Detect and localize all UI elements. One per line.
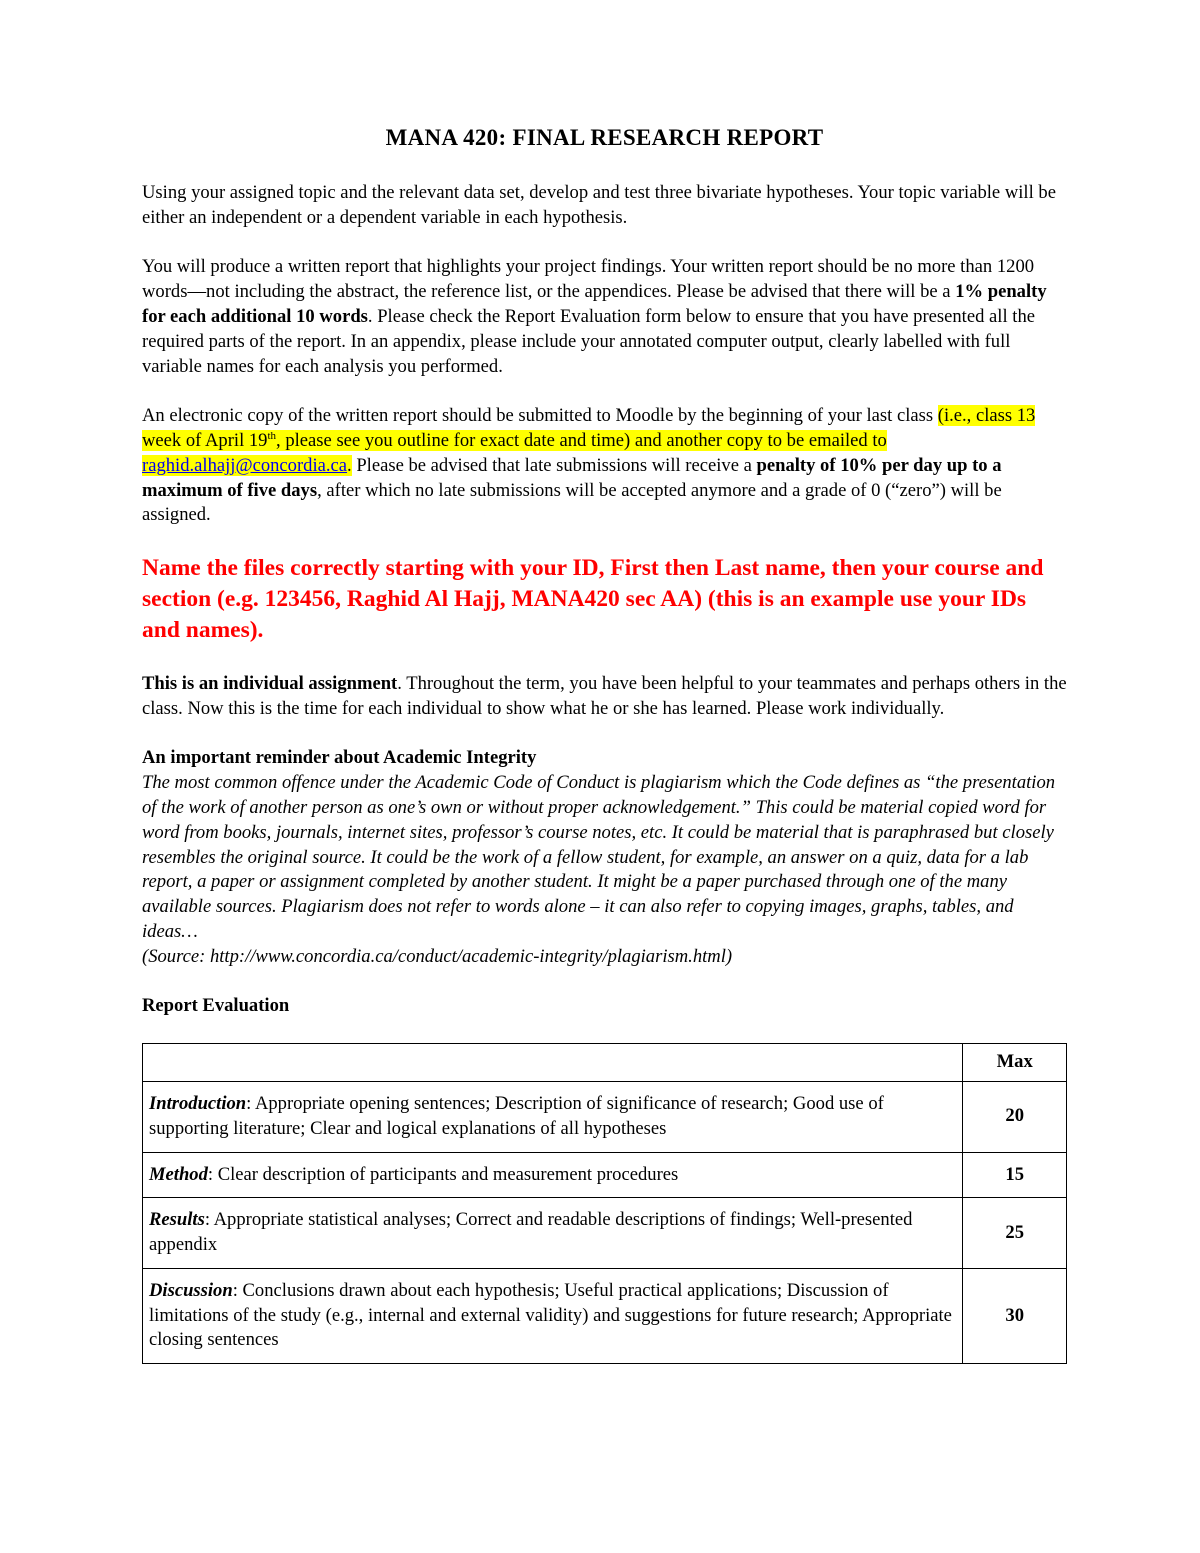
criterion-name: Introduction bbox=[149, 1092, 247, 1114]
file-naming-notice: Name the files correctly starting with your ID, First then Last name, then your course and section (e.g. 123456, Raghid Al Hajj, MANA420 sec AA) (this is an example use your IDs and names). bbox=[142, 554, 1044, 643]
criterion-description: Appropriate statistical analyses; Correct and readable descriptions of findings; Well-presented appendix bbox=[149, 1209, 913, 1256]
criterion-cell bbox=[143, 1268, 963, 1363]
submission-highlight-text-3: . bbox=[347, 454, 352, 476]
criterion-separator: : bbox=[204, 1209, 214, 1231]
max-score: 25 bbox=[963, 1198, 1067, 1269]
integrity-heading: An important reminder about Academic Integrity bbox=[142, 747, 537, 769]
late-penalty-text: penalty of 10% per day up to a maximum of five days bbox=[142, 454, 1002, 501]
criterion-name: Method bbox=[149, 1163, 208, 1185]
page-title: MANA 420: FINAL RESEARCH REPORT bbox=[385, 125, 824, 150]
criterion-description: Conclusions drawn about each hypothesis; Useful practical applications; Discussion of limitations of the study (e.g., internal and external validity) and suggestions for future research; Appropriate closing sentences bbox=[149, 1279, 952, 1351]
criterion-cell bbox=[143, 1081, 963, 1152]
written-report-text-1: You will produce a written report that highlights your project findings. Your written report should be no more than 1200 words—not including the abstract, the reference list, or the appendices. Please be advised that there will be a bbox=[142, 256, 1035, 303]
submission-paragraph bbox=[142, 404, 1067, 528]
criterion-cell bbox=[143, 1198, 963, 1269]
criterion-separator: : bbox=[246, 1092, 255, 1114]
integrity-body: The most common offence under the Academic Code of Conduct is plagiarism which the Code defines as “the presentation of the work of another person as one’s own or without proper acknowledgement.” This could be material copied word for word from books, journals, internet sites, professor’s course notes, etc. It could be material that is paraphrased but closely resembles the original source. It could be the work of a fellow student, for example, an answer on a quiz, data for a lab report, a paper or assignment completed by another student. It might be a paper purchased through one of the many available sources. Plagiarism does not refer to words alone – it can also refer to copying images, graphs, tables, and ideas… bbox=[142, 772, 1056, 942]
integrity-source: (Source: http://www.concordia.ca/conduct/academic-integrity/plagiarism.html) bbox=[142, 945, 733, 967]
max-score: 30 bbox=[963, 1268, 1067, 1363]
max-column-header: Max bbox=[963, 1044, 1067, 1082]
criterion-description: Appropriate opening sentences; Description of significance of research; Good use of supporting literature; Clear and logical explanations of all hypotheses bbox=[149, 1092, 884, 1139]
individual-assignment-paragraph bbox=[142, 672, 1067, 722]
max-score: 20 bbox=[963, 1081, 1067, 1152]
submission-text-1: An electronic copy of the written report should be submitted to Moodle by the beginning of your last class bbox=[142, 405, 938, 427]
table-row bbox=[143, 1081, 1067, 1152]
individual-assignment-bold: This is an individual assignment bbox=[142, 672, 398, 694]
criterion-cell bbox=[143, 1152, 963, 1198]
evaluation-table bbox=[142, 1043, 1067, 1364]
document-page bbox=[142, 125, 1067, 1364]
submission-highlight-text-1: (i.e., class 13 week of April 19 bbox=[142, 405, 1036, 451]
submission-highlight-text-2: , please see you outline for exact date and time) and another copy to be emailed to bbox=[276, 429, 887, 451]
evaluation-heading: Report Evaluation bbox=[142, 995, 290, 1017]
table-row bbox=[143, 1268, 1067, 1363]
ordinal-suffix: th bbox=[267, 429, 277, 442]
criterion-name: Discussion bbox=[149, 1279, 233, 1301]
individual-assignment-text: . Throughout the term, you have been helpful to your teammates and perhaps others in the class. Now this is the time for each individual to show what he or she has learned. Please work individually. bbox=[142, 672, 1067, 719]
criterion-name: Results bbox=[149, 1209, 205, 1231]
criterion-separator: : bbox=[207, 1163, 218, 1185]
email-link[interactable]: raghid.alhajj@concordia.ca bbox=[142, 454, 348, 476]
criterion-description: Clear description of participants and measurement procedures bbox=[217, 1163, 679, 1185]
max-score: 15 bbox=[963, 1152, 1067, 1198]
table-row bbox=[143, 1152, 1067, 1198]
intro-paragraph: Using your assigned topic and the relevant data set, develop and test three bivariate hypotheses. Your topic variable will be either an independent or a dependent variable in each hypothesis. bbox=[142, 182, 1056, 228]
submission-text-3: , after which no late submissions will be accepted anymore and a grade of 0 (“zero”) will be assigned. bbox=[142, 479, 1002, 526]
written-report-text-2: . Please check the Report Evaluation form below to ensure that you have presented all the required parts of the report. In an appendix, please include your annotated computer output, clearly labelled with full variable names for each analysis you performed. bbox=[142, 305, 1035, 377]
evaluation-header-row bbox=[143, 1044, 1067, 1082]
criterion-separator: : bbox=[232, 1279, 243, 1301]
submission-text-2: Please be advised that late submissions will receive a bbox=[351, 454, 757, 476]
written-report-paragraph bbox=[142, 255, 1067, 379]
evaluation-header-blank bbox=[143, 1044, 963, 1082]
table-row bbox=[143, 1198, 1067, 1269]
word-penalty-text: 1% penalty for each additional 10 words bbox=[142, 281, 1047, 327]
